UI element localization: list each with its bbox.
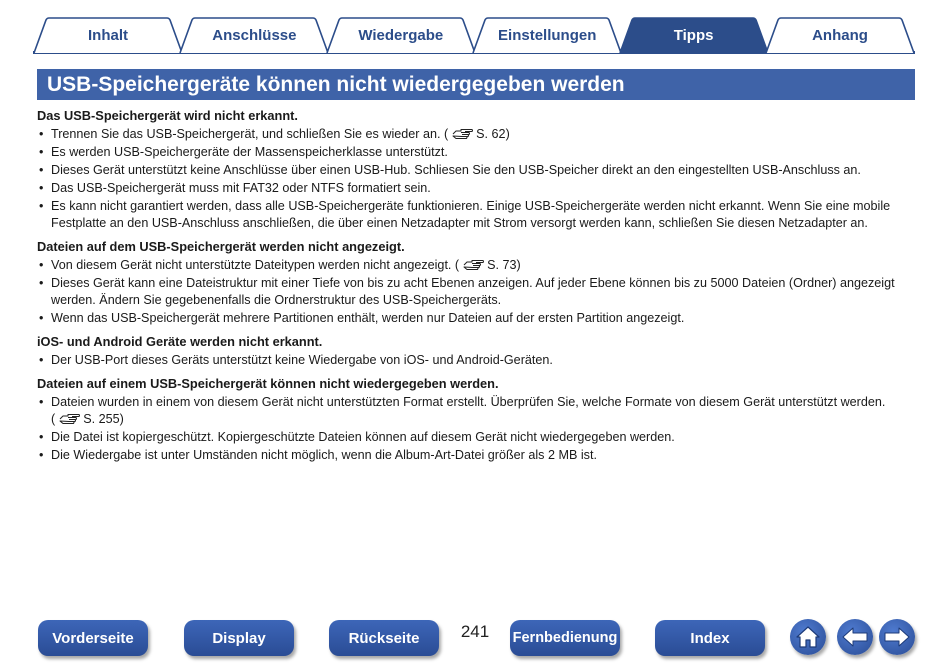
page-number: 241 [460,622,490,641]
section-heading: Dateien auf einem USB-Speichergerät können nicht wiedergegeben werden. [37,376,499,391]
list-item-text: Der USB-Port dieses Geräts unterstützt keine Wiedergabe von iOS- und Android-Geräten. [51,353,553,367]
tab-anschl-sse[interactable] [179,17,329,53]
section-heading: Dateien auf dem USB-Speichergerät werden nicht angezeigt. [37,239,405,254]
list-item-text: Dateien wurden in einem von diesem Gerät nicht unterstützten Format erstellt. Überprüfen Sie, welche Formate von diesem Gerät unterstützt werden. [51,395,886,409]
tab-label: Anschlüsse [212,26,297,44]
tab-label: Tipps [673,26,714,44]
bullet-list [37,352,917,369]
pointing-hand-icon [452,128,474,140]
back-button[interactable] [837,619,873,655]
list-item [37,180,917,197]
list-item [37,198,917,232]
list-item-text: Das USB-Speichergerät muss mit FAT32 oder NTFS formatiert sein. [51,181,431,195]
page-reference-text: S. 62 [476,127,506,141]
bullet-list [37,257,917,327]
page-reference-link[interactable]: ( S. 62) [440,127,510,141]
arrow-right-icon [883,626,911,648]
section-heading: iOS- und Android Geräte werden nicht erkannt. [37,334,323,349]
list-item-text: Dieses Gerät kann eine Dateistruktur mit einer Tiefe von bis zu acht Ebenen anzeigen. Auf jeder Ebene können bis zu 5000 Dateien (Ordner) angezeigt werden. Ändern Sie gegebenenfalls die Ordnerstruktur des USB-Speichergeräts. [51,276,895,307]
list-item [37,394,917,428]
list-item [37,429,917,446]
home-button[interactable] [790,619,826,655]
list-item-text: Wenn das USB-Speichergerät mehrere Partitionen enthält, werden nur Dateien auf der ersten Partition angezeigt. [51,311,685,325]
arrow-left-icon [841,626,869,648]
pointing-hand-icon [463,259,485,271]
list-item-text: Es kann nicht garantiert werden, dass alle USB-Speichergeräte funktionieren. Einige USB-Speichergeräte werden nicht erkannt. Wenn Sie eine mobile Festplatte an den USB-Anschluss anschließen, die über einen Netzadapter mit Strom versorgt werden kann, schließen Sie diesen Netzadapter an. [51,199,891,230]
tab-einstellungen[interactable] [472,17,622,53]
section-heading: Das USB-Speichergerät wird nicht erkannt. [37,108,298,123]
home-icon [795,625,821,649]
tab-label: Einstellungen [498,26,597,44]
pointing-hand-icon [59,413,81,425]
tab-inhalt[interactable] [33,17,183,53]
tab-anhang[interactable] [765,17,915,53]
forward-button[interactable] [879,619,915,655]
list-item [37,275,917,309]
index-button[interactable]: Index [655,620,765,656]
list-item-text: Die Datei ist kopiergeschützt. Kopiergeschützte Dateien können auf diesem Gerät nicht wiedergegeben werden. [51,430,675,444]
chapter-tabs [33,17,915,55]
page-title: USB-Speichergeräte können nicht wiedergegeben werden [37,69,915,100]
bullet-list [37,394,917,464]
list-item-text: Die Wiedergabe ist unter Umständen nicht möglich, wenn die Album-Art-Datei größer als 2 MB ist. [51,448,597,462]
list-item [37,126,917,143]
list-item [37,310,917,327]
tab-label: Wiedergabe [358,26,444,44]
list-item [37,352,917,369]
list-item-text: Dieses Gerät unterstützt keine Anschlüsse über einen USB-Hub. Schliesen Sie den USB-Speicher direkt an den eingestellten USB-Anschluss an. [51,163,861,177]
list-item [37,162,917,179]
list-item [37,144,917,161]
page-reference-text: S. 73 [487,258,517,272]
vorderseite-button[interactable]: Vorderseite [38,620,148,656]
list-item-text: Trennen Sie das USB-Speichergerät, und schließen Sie es wieder an. [51,127,441,141]
page-reference-text: S. 255 [83,412,120,426]
page-content [37,106,917,465]
list-item-text: Es werden USB-Speichergeräte der Massenspeicherklasse unterstützt. [51,145,448,159]
tab-tipps[interactable] [619,17,769,53]
list-item [37,447,917,464]
fernbedienung-button[interactable]: Fernbedienung [510,620,620,656]
tab-wiedergabe[interactable] [326,17,476,53]
display-button[interactable]: Display [184,620,294,656]
page-reference-link[interactable]: ( S. 73) [451,258,521,272]
list-item-text: Von diesem Gerät nicht unterstützte Dateitypen werden nicht angezeigt. [51,258,452,272]
tab-label: Inhalt [88,26,128,44]
tab-label: Anhang [812,26,868,44]
page-reference-link[interactable]: ( S. 255) [51,412,124,426]
list-item [37,257,917,274]
bullet-list [37,126,917,232]
rueckseite-button[interactable]: Rückseite [329,620,439,656]
